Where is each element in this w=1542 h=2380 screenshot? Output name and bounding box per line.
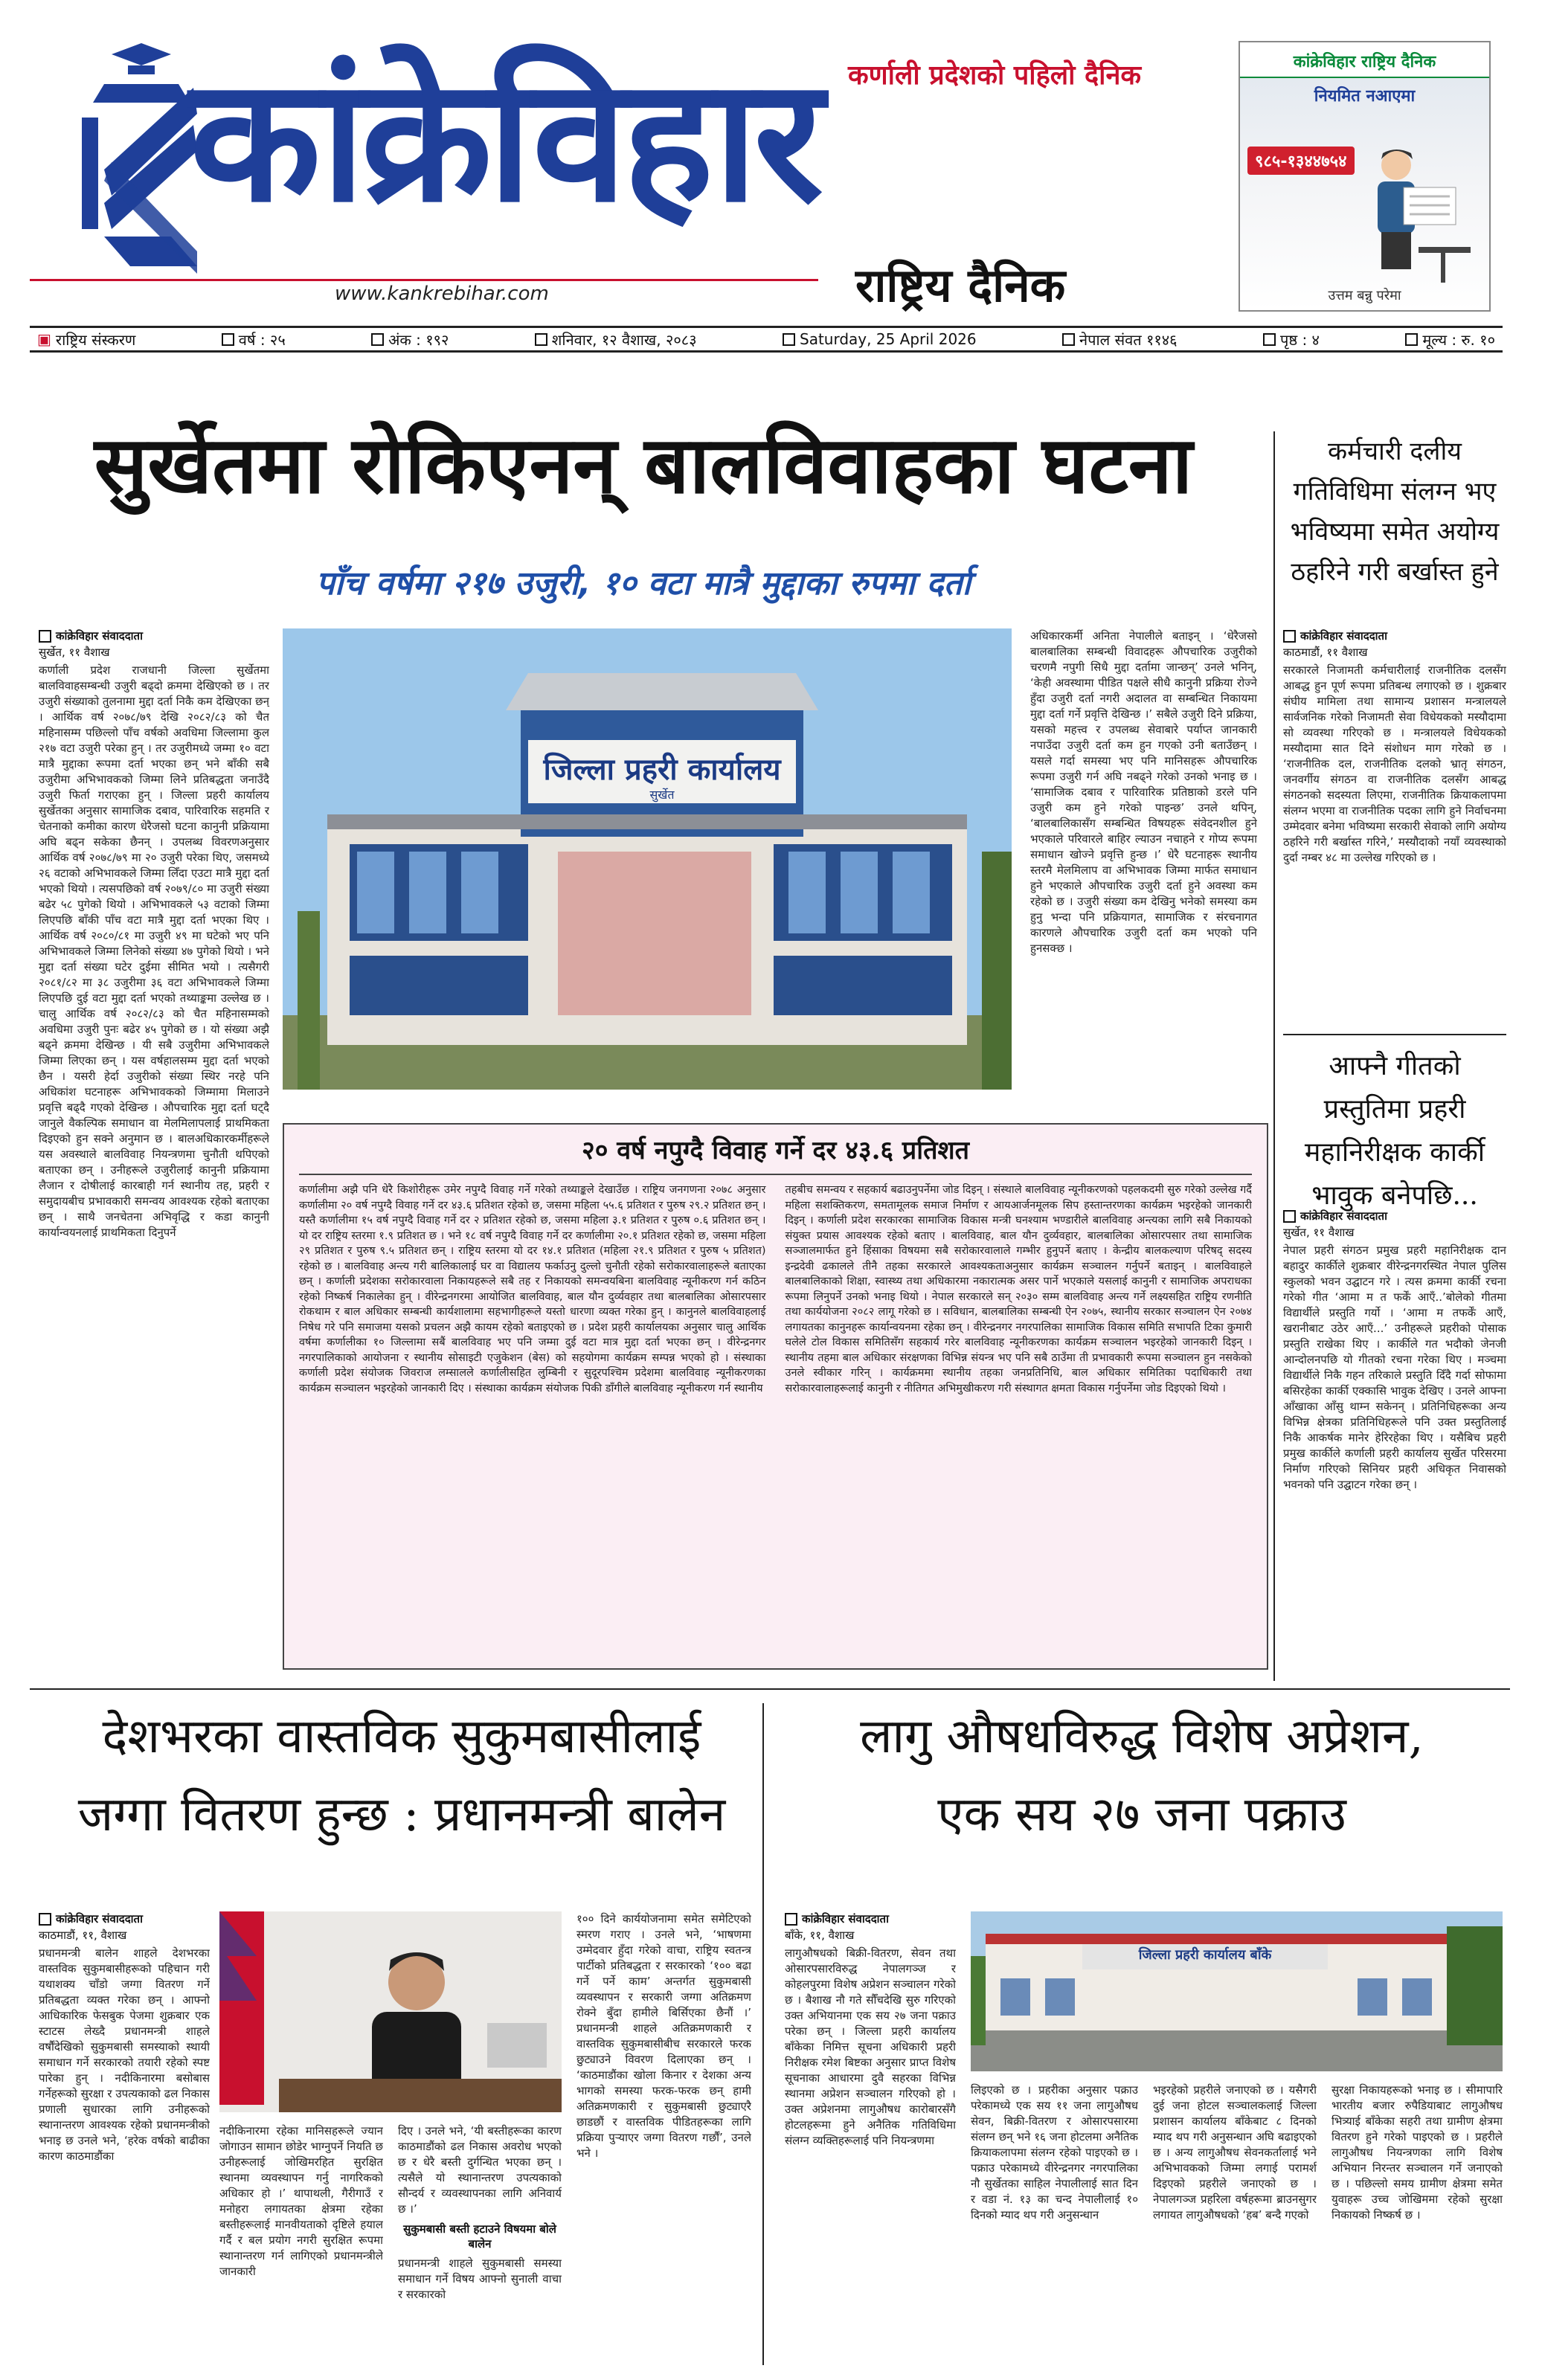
photo-sign: जिल्ला प्रहरी कार्यालय बाँके <box>1138 1947 1272 1963</box>
sidebar-top-body: सरकारले निजामती कर्मचारीलाई राजनीतिक दलसँग आबद्ध हुन पूर्ण रूपमा प्रतिबन्ध लगाएको छ । शुक्रबार संघीय मामिला तथा सामान्य प्रशासन मन्त्रालयले सार्वजनिक गरेको निजामती सेवा विधेयकको मस्यौदामा सो व्यवस्था गरिएको छ । मन्त्रालयले विधेयकको मस्यौदामा सात दिने संशोधन माग गरेको छ । ‘राजनीतिक दल, राजनीतिक दलको भ्रातृ संगठन, जनवर्गीय संगठन वा राजनीतिक दलसँग आबद्ध संगठनको सदस्यता लिएमा, राजनीतिक क्रियाकलापमा संलग्न भएमा वा राजनीतिक पदका लागि हुने निर्वाचनमा उम्मेदवार बनेमा भविष्यमा सरकारी सेवाको लागि अयोग्य ठहरिने गरी बर्खास्त गरिने,’ मस्यौदाको नयाँ व्यवस्थाको दुर्दा नम्बर ४८ मा उल्लेख गरिएको छ । <box>1283 663 1506 864</box>
main-photo <box>283 628 1012 1090</box>
masthead-rule <box>30 279 818 281</box>
pm-photo <box>219 1911 562 2112</box>
column-divider <box>762 1703 764 2365</box>
byline: कांक्रेविहार संवाददाता <box>1283 628 1506 643</box>
story-bl-headline-1[interactable]: देशभरका वास्तविक सुकुमबासीलाई <box>102 1709 701 1764</box>
story-bl-col-b: दिए । उनले भने, ‘यी बस्तीहरूका कारण काठमाडौंको ढल निकास अवरोध भएको छ र धेरै बस्ती दुर्गन्धित भएका छन् । त्यसैले यो स्थानान्तरण उपत्यकाको सौन्दर्य र व्यवस्थापनका लागि अनिवार्य छ ।’ सुकुमबासी बस्ती हटाउने विषयमा बोले बालेन प्रधानमन्त्री शाहले सुकुमबासी समस्या समाधान गर्ने विषय आफ्नो सुनाली वाचा र सरकारको <box>398 2124 562 2301</box>
masthead-website[interactable]: www.kankrebihar.com <box>335 283 549 305</box>
sidebar-top-headline[interactable]: कर्मचारी दलीय गतिविधिमा संलग्न भए भविष्यमा समेत अयोग्य ठहरिने गरी बर्खास्त हुने <box>1290 437 1500 587</box>
dateline: बाँके, ११, वैशाख <box>785 1929 855 1942</box>
checkbox-icon <box>39 630 51 643</box>
checkbox-icon <box>535 333 547 346</box>
reader-illustration-icon <box>1352 143 1478 292</box>
ad-footer: उत्तम बन्नु परेमा <box>1328 288 1401 303</box>
newspaper-icon: ▣ <box>37 330 51 348</box>
story-br-body-left: लागुऔषधको बिक्री-वितरण, सेवन तथा ओसारपसारविरुद्ध नेपालगञ्ज र कोहलपुरमा विशेष अप्रेशन सञ्चालन गरेको छ । बैशाख नौ गते सौँचदेखि सुरु गरिएको उक्त अभियानमा एक सय २७ जना पक्राउ परेका छन् । जिल्ला प्रहरी कार्यालय बाँकेका निमित्त सूचना अधिकारी प्रहरी निरीक्षक रमेश बिष्टका अनुसार प्राप्त विशेष सूचनाका आधारमा दुवै सहरका विभिन्न स्थानमा अप्रेशन सञ्चालन गरिएको हो । उक्त अप्रेशनमा लागुऔषध कारोबारसँगै होटलहरूमा हुने अनैतिक गतिविधिमा संलग्न व्यक्तिहरूलाई पनि नियन्त्रणमा <box>785 1946 956 2147</box>
dateline: काठमाडौं, ११, वैशाख <box>39 1929 127 1942</box>
story-br-headline-2[interactable]: एक सय २७ जना पक्राउ <box>937 1787 1346 1842</box>
info-issue: अंक : १९२ <box>371 329 449 350</box>
boxed-story <box>283 1123 1268 1670</box>
column-divider <box>1273 431 1275 1681</box>
story-br-col-a: लिइएको छ । प्रहरीका अनुसार पक्राउ परेकामध्ये एक सय ११ जना लागुऔषध सेवन, बिक्री-वितरण र ओसारपसारमा संलग्न छन् भने १६ जना होटलमा अनैतिक क्रियाकलापमा संलग्न रहेको पाइएको छ । पक्राउ परेकामध्ये वीरेन्द्रनगर नगरपालिका नौ सुर्खेतका साहिल नेपालीलाई सात दिन र वडा नं. १३ का चन्द नेपालीलाई १० दिनको म्याद थप गरी अनुसन्धान <box>971 2083 1138 2222</box>
boxed-body-col2: तहबीच समन्वय र सहकार्य बढाउनुपर्नेमा जोड दिइन् । संस्थाले बालविवाह न्यूनीकरणको पहलकदमी सुरु गरेको उल्लेख गर्दै महिला सशक्तिकरण, समतामूलक समाज निर्माण र आयआर्जनमूलक सिप हस्तान्तरणका कार्यक्रम भइरहेको जानकारी दिइन् । कर्णाली प्रदेश सरकारका सामाजिक विकास मन्त्री घनश्याम भण्डारीले बालविवाह अन्त्यका लागि सबै निकायको संयुक्त प्रयास आवश्यक रहेको बताए । बालविवाह, बाल यौन दुर्व्यवहार, बालबालिका ओसारपसार तथा सामाजिक सञ्जालमार्फत हुने हिंसाका विषयमा सबै सरोकारवालाले गम्भीर हुनुपर्ने बताए । केन्द्रीय बालकल्याण परिषद् सदस्य इन्द्रदेवी ढकालले तीनै तहका सरकारले आवश्यकताअनुसार कार्यक्रम सञ्चालन गर्नुपर्ने बताइन् । बालविवाहले बालबालिकाको शिक्षा, स्वास्थ्य तथा अधिकारमा नकारात्मक असर पार्ने भएकाले यसलाई कानुनी र सामाजिक अपराधका रूपमा लिनुपर्ने उनको भनाइ थियो । नेपाल सरकारले सन् २०३० सम्म बालविवाह अन्त्य गर्ने लक्ष्यसहित राष्ट्रिय रणनीति तथा कार्ययोजना २०८२ लागू गरेको छ । सविधान, बालबालिका सम्बन्धी ऐन २०७५, स्थानीय सरकार सञ्चालन ऐन २०७४ लगायतका कानुनहरू कार्यान्वयनमा रहेका छन् । वीरेन्द्रनगर नगरपालिका सामाजिक विकास समिति सभापति टिका कुमारी घलेले टोल विकास समितिसँग सहकार्य गरेर बालविवाह न्यूनीकरणका कार्यक्रम सञ्चालन भइरहेको जानकारी दिइन् । स्थानीय तहमा बाल अधिकार संरक्षणका विभिन्न संयन्त्र भए पनि सबै ठाउँमा ती प्रभावकारी रूपमा सञ्चालन हुन नसकेको उनले स्वीकार गरिन् । कार्यक्रममा स्थानीय तहका जनप्रतिनिधि, बाल अधिकार समितिका पदाधिकारी तथा सरोकारवालाहरूलाई कानुनी र नीतिगत अभिमुखीकरण गरी संस्थागत क्षमता विकास गर्नुपर्नेमा जोड दिइएको थियो । <box>785 1184 1252 1395</box>
byline: कांक्रेविहार संवाददाता <box>39 628 269 643</box>
info-date-np: शनिवार, १२ वैशाख, २०८३ <box>535 329 697 350</box>
main-story-body-left: कर्णाली प्रदेश राजधानी जिल्ला सुर्खेतमा बालविवाहसम्बन्धी उजुरी बढ्दो क्रममा देखिएको छ । तर उजुरी संख्याको तुलनामा मुद्दा दर्ता निकै कम देखिएका छन् । आर्थिक वर्ष २०७८/७९ देखि २०८२/८३ को चैत महिनासम्म पछिल्लो पाँच वर्षको अवधिमा जिल्लामा कुल २१७ वटा उजुरी परेका हुन् । तर उजुरीमध्ये जम्मा १० वटा मात्रै मुद्दाका रूपमा दर्ता भएका छन् भने बाँकी सबै उजुरीमा अभिभावकको जिम्मा लिने प्रतिबद्धता जनाउँदै उजुरी फिर्ता गराएका हुन् । जिल्ला प्रहरी कार्यालय सुर्खेतका अनुसार सामाजिक दबाव, पारिवारिक सहमति र चेतनाको कमीका कारण धेरैजसो घटना कानुनी प्रक्रियामा अघि बढ्न सकेका छैनन् । उपलब्ध विवरणअनुसार आर्थिक वर्ष २०७८/७९ मा २० उजुरी परेका थिए, जसमध्ये २६ वटाको अभिभावकले जिम्मा लिँदा एउटा मात्रै मुद्दा दर्ता भएको थियो । त्यसपछिको वर्ष २०७९/८० मा उजुरी संख्या बढेर ५८ पुगेको थियो । अभिभावकले ५३ वटाको जिम्मा लिएपछि बाँकी पाँच वटा मात्रै मुद्दा दर्ता भएका थिए । आर्थिक वर्ष २०८०/८१ मा उजुरी ४९ मा घटेको भए पनि अभिभावकले जिम्मा लिनेको संख्या ४७ पुगेको थियो । भने मुद्दा दर्ता संख्या घटेर दुईमा सीमित भयो । त्यसैगरी २०८१/८२ मा ३८ उजुरीमा ३६ वटा अभिभावकले जिम्मा लिएपछि दुई वटा मुद्दा दर्ता भएको तथ्याङ्कमा उल्लेख छ । चालु आर्थिक वर्ष २०८२/८३ को चैत महिनासम्मको अवधिमा उजुरी पुनः बढेर ४५ पुगेको छ । यो संख्या अझै बढ्ने क्रममा देखिन्छ । यी सबै उजुरीमा अभिभावकले जिम्मा लिएका छन् । यस वर्षहालसम्म मुद्दा दर्ता भएको छैन । यसरी हेर्दा उजुरीको संख्या स्थिर नरहे पनि अधिकांश घटनाहरू अभिभावकको जिम्मामा मिलाउने प्रवृत्ति बढ्दै गएको देखिन्छ । औपचारिक मुद्दा दर्ता घट्दै जानुले वैकल्पिक समाधान वा मेलमिलापलाई प्राथमिकता दिइएको हुन सक्ने अनुमान छ । बालअधिकारकर्मीहरूले यस अवस्थाले बालविवाह नियन्त्रणमा चुनौती थपिएको बताएका छन् । उनीहरूले उजुरीलाई कानुनी प्रक्रियामा लैजान र दोषीलाई कारबाही गर्न स्थानीय तह, प्रहरी र समुदायबीच प्रभावकारी समन्वय आवश्यक रहेको बताएका छन् । साथै जनचेतना अभिवृद्धि र कडा कानुनी कार्यान्वयनलाई प्राथमिकता दिनुपर्ने <box>39 663 269 1239</box>
info-year: वर्ष : २५ <box>222 329 286 350</box>
ad-heading: कांक्रेविहार राष्ट्रिय दैनिक <box>1240 42 1489 78</box>
byline: कांक्रेविहार संवाददाता <box>1283 1209 1506 1223</box>
sidebar-bottom-headline[interactable]: आफ्नै गीतको प्रस्तुतिमा प्रहरी महानिरीक्षक कार्की भावुक बनेपछि... <box>1304 1051 1485 1211</box>
sidebar-top-story <box>1283 628 1506 1023</box>
dateline: सुर्खेत, ११ वैशाख <box>1283 1226 1355 1239</box>
checkbox-icon <box>1062 333 1075 346</box>
checkbox-icon <box>783 333 795 346</box>
checkbox-icon <box>371 333 384 346</box>
story-bl-headline-2[interactable]: जग्गा वितरण हुन्छ : प्रधानमन्त्री बालेन <box>77 1787 726 1842</box>
main-headline[interactable]: सुर्खेतमा रोकिएनन् बालविवाहका घटना <box>94 418 1193 511</box>
main-subhead: पाँच वर्षमा २१७ उजुरी, १० वटा मात्रै मुद्दाका रुपमा दर्ता <box>315 565 971 602</box>
main-story-left <box>39 628 269 1677</box>
info-edition: ▣ राष्ट्रिय संस्करण <box>37 330 136 349</box>
byline: कांक्रेविहार संवाददाता <box>785 1911 956 1926</box>
info-nepal-sambat: नेपाल संवत ११४६ <box>1062 329 1178 350</box>
checkbox-icon <box>222 333 234 346</box>
story-br-col-b: भइरहेको प्रहरीले जनाएको छ । यसैगरी दुई जना होटल सञ्चालकलाई जिल्ला प्रशासन कार्यालय बाँकेबाट ८ दिनको म्याद थप गरी अनुसन्धान अघि बढाइएको छ । अन्य लागुऔषध सेवनकर्तालाई भने अभिभावकको जिम्मा लगाई परामर्श दिइएको प्रहरीले जनाएको छ । नेपालगञ्ज प्रहरिला वर्षहरूमा ब्राउनसुगर लगायत लागुऔषधको ‘हब’ बन्दै गएको <box>1153 2083 1317 2222</box>
story-bl-col-a: नदीकिनारमा रहेका मानिसहरूले ज्यान जोगाउन सामान छोडेर भाग्नुपर्ने नियति छ उनीहरूलाई जोखिमरहित सुरक्षित स्थानमा व्यवस्थापन गर्नु नागरिकको अधिकार हो ।’ थापाथली, गैरीगाउँ र मनोहरा लगायतका क्षेत्रमा रहेका बस्तीहरूलाई मानवीयताको दृष्टिले हयाल गर्दै र बल प्रयोग नगरी सुरक्षित रूपमा स्थानान्तरण गर्न लागिएको प्रधानमन्त्रीले जानकारी <box>219 2124 383 2278</box>
checkbox-icon <box>1283 630 1296 643</box>
section-divider <box>30 1688 1510 1690</box>
boxed-body-col1: कर्णालीमा अझै पनि धेरै किशोरीहरू उमेर नपुग्दै विवाह गर्ने गरेको तथ्याङ्कले देखाउँछ । राष्ट्रिय जनगणना २०७८ अनुसार कर्णालीमा २० वर्ष नपुग्दै विवाह गर्ने दर ४३.६ प्रतिशत रहेको छ, जसमा महिला ५५.६ प्रतिशत र पुरुष २९.२ प्रतिशत छन् । यस्तै कर्णालीमा १५ वर्ष नपुग्दै विवाह गर्ने दर २ प्रतिशत रहेको छ, जसमा महिला ३.१ प्रतिशत र पुरुष ०.६ प्रतिशत छन् । यो दर राष्ट्रिय स्तरमा १.९ प्रतिशत छ । भने १८ वर्ष नपुग्दै विवाह गर्ने दर कर्णालीमा २०.१ प्रतिशत रहेको छ, जसमा महिला २९ प्रतिशत र पुरुष ९.५ प्रतिशत छन् । राष्ट्रिय स्तरमा यो दर १४.१ प्रतिशत (महिला २१.९ प्रतिशत र पुरुष ५ प्रतिशत) रहेको छ । बालविवाह अन्त्य गरी बालिकालाई घर वा विद्यालय फर्काउनु दुल्लो चुनौती रहेको सरोकारवालाहरूले बताएका छन् । कर्णाली प्रदेशका सरोकारवाला निकायहरूले सबै तह र निकायको समन्वयबिना बालविवाह न्यूनीकरण गर्न कठिन रहेको निष्कर्ष निकालेका हुन् । वीरेन्द्रनगरमा आयोजित बालविवाह, बाल यौन दुर्व्यवहार तथा बालबालिका ओसारपसार रोकथाम र बाल अधिकार सम्बन्धी कार्यशालामा सहभागीहरूले यस्तो धारणा व्यक्त गरेका हुन् । कानुनले बालविवाहलाई निषेध गरे पनि समाजमा यसको प्रचलन अझै कायम रहेको बताइएको छ । प्रदेश प्रहरी कार्यालयका अनुसार चालु आर्थिक वर्षमा कर्णालीका १० जिल्लामा सबैं बालविवाह भए पनि जम्मा दुई वटा मात्र मुद्दा दर्ता भएका छन् । वीरेन्द्रनगर नगरपालिकाको आयोजना र स्थानीय सोसाइटी एजुकेशन (बेस) को सहयोगमा कार्यक्रम सम्पन्न भएको हो । संस्थाका कर्णाली प्रदेश संयोजक जिवराज लम्सालले कर्णालीसहित लुम्बिनी र सुदूरपश्चिम प्रदेशमा बालविवाह न्यूनीकरणका कार्यक्रम सञ्चालन भइरहेको जानकारी दिए । संस्थाका कार्यक्रम संयोजक पिकी डाँगीले बालविवाह न्यूनीकरण गर्न स्थानीय <box>299 1184 766 1395</box>
pm-portrait-photo <box>219 1911 562 2112</box>
story-br-col-c: सुरक्षा निकायहरूको भनाइ छ । सीमापारि भारतीय बजार रुपैडियाबाट लागुऔषध भित्र्याई बाँकेका सहरी तथा ग्रामीण क्षेत्रमा वितरण हुने गरेको पाइएको छ । प्रहरीले लागुऔषध नियन्त्रणका लागि विशेष अभियान निरन्तर सञ्चालन गर्ने जनाएको छ । पछिल्लो समय ग्रामीण क्षेत्रमा समेत युवाहरू उच्च जोखिममा रहेको सुरक्षा निकायको निष्कर्ष छ । <box>1331 2083 1503 2222</box>
dateline: सुर्खेत, ११ वैशाख <box>39 646 110 659</box>
checkbox-icon <box>1283 1210 1296 1223</box>
story-br-left <box>785 1911 956 2365</box>
story-bl-left <box>39 1911 210 2365</box>
issue-info-bar <box>30 326 1503 353</box>
masthead-tagline: कर्णाली प्रदेशको पहिलो दैनिक <box>848 60 1142 91</box>
dateline: काठमाडौं, ११ वैशाख <box>1283 646 1368 659</box>
info-page: पृष्ठ : ४ <box>1263 329 1320 350</box>
boxed-headline[interactable]: २० वर्ष नपुग्दै विवाह गर्ने दर ४३.६ प्रतिशत <box>299 1132 1252 1175</box>
info-price: मूल्य : रु. १० <box>1405 329 1495 350</box>
masthead <box>30 15 1220 312</box>
masthead-subtitle: राष्ट्रिय दैनिक <box>855 258 1066 312</box>
checkbox-icon <box>1405 333 1418 346</box>
checkbox-icon <box>785 1913 797 1926</box>
police-bank-photo <box>971 1911 1503 2071</box>
logo-emblem <box>60 43 201 300</box>
police-office-photo <box>283 628 1012 1090</box>
sidebar-divider <box>1283 1034 1506 1035</box>
subscription-ad[interactable] <box>1239 41 1491 312</box>
ad-line2: नियमित नआएमा <box>1314 87 1416 106</box>
story-bl-body-left: प्रधानमन्त्री बालेन शाहले देशभरका वास्तविक सुकुमबासीहरूको पहिचान गरी यथाशक्य चाँडो जग्गा वितरण गर्ने प्रतिबद्धता व्यक्त गरेका छन् । आफ्नो आधिकारिक फेसबुक पेजमा शुक्रबार एक स्टाटस लेख्दै प्रधानमन्त्री शाहले वर्षौंदेखिको सुकुमबासी समस्याको स्थायी समाधान गर्ने सरकारको तयारी रहेको स्पष्ट पारेका हुन् । नदीकिनारमा बसोबास गर्नेहरूको सुरक्षा र उपत्यकाको ढल निकास प्रणाली सुधारका लागि उनीहरूको स्थानान्तरण आवश्यक रहेको प्रधानमन्त्रीको भनाइ छ उनले भने, ‘हरेक वर्षको बाढीका कारण काठमाडौंका <box>39 1946 210 2163</box>
info-date-en: Saturday, 25 April 2026 <box>783 330 977 348</box>
story-bl-col-c: १०० दिने कार्ययोजनामा समेत समेटिएको स्मरण गराए । उनले भने, ‘भाषणमा उम्मेदवार हुँदा गरेको वाचा, राष्ट्रिय स्वतन्त्र पार्टीको प्रतिबद्धता र सरकारको ‘१०० बढा गर्ने पर्ने काम’ अन्तर्गत सुकुमबासी व्यवस्थापन र सरकारी जग्गा अतिक्रमण रोक्ने बुँदा हामीले बिर्सिएका छैनौं ।’ प्रधानमन्त्री शाहले अतिक्रमणकारी र वास्तविक सुकुमबासीबीच सरकारले फरक छुट्याउने विवरण दिलाएका छन् । ‘काठमाडौंका खोला किनार र देशका अन्य भागको समस्या फरक-फरक छन् हामी अतिक्रमणकारी र सुकुमबासी छुट्याएरै छाडछौं र वास्तविक पीडितहरूका लागि प्रक्रिया पुऱ्याएर जग्गा वितरण गर्छौं’, उनले भने । <box>576 1912 751 2160</box>
story-bl-subhead: सुकुमबासी बस्ती हटाउने विषयमा बोले बालेन <box>403 2222 556 2251</box>
main-story-body-right: अधिकारकर्मी अनिता नेपालीले बताइन् । ‘धेरैजसो बालबालिका सम्बन्धी विवादहरू औपचारिक उजुरीको चरणमै नपुगी सिधै मुद्दा दर्तामा जान्छन्’ उनले भनिन्, ‘केही अवस्थामा पीडित पक्षले सीधै कानुनी प्रक्रिया रोज्ने हुँदा उजुरी दर्ता नगरी अदालत वा सम्बन्धित निकायमा मुद्दा दर्ता गर्ने प्रवृत्ति देखिन्छ ।’ सबैले उजुरी दिने प्रक्रिया, यसको महत्त्व र उपलब्ध सेवाबारे पर्याप्त जानकारी नपाउँदा उजुरी दर्ता कम हुन गएको उनी बताउँछन् । यसले गर्दा समस्या भए पनि मानिसहरू औपचारिक रूपमा उजुरी गर्न अघि नबढ्ने गरेको उनको भनाइ छ । ‘सामाजिक दबाव र पारिवारिक प्रतिष्ठाको डरले पनि उजुरी कम हुने गरेको पाइन्छ’ उनले थपिन्, ‘बालबालिकासँग सम्बन्धित विषयहरू संवेदनशील हुने भएकाले परिवारले बाहिर ल्याउन नचाहने र गोप्य रूपमा समाधान खोज्ने प्रवृत्ति हुन्छ ।’ धेरै घटनाहरू स्थानीय स्तरमै मेलमिलाप वा अभिभावक जिम्मा मार्फत समाधान हुने भएकाले औपचारिक उजुरी दर्ता हुने अवस्था कम रहेको छ । उजुरी संख्या कम देखिनु भनेको समस्या कम हुनु भन्दा पनि प्रक्रियागत, सामाजिक र संरचनागत कारणले औपचारिक उजुरी दर्ता कम भएको पनि हुनसक्छ । <box>1030 629 1257 955</box>
story-br-headline-1[interactable]: लागु औषधविरुद्ध विशेष अप्रेशन, <box>860 1709 1424 1764</box>
sidebar-bottom-story <box>1283 1209 1506 1685</box>
byline: कांक्रेविहार संवाददाता <box>39 1911 210 1926</box>
masthead-title: कांक्रेविहार <box>190 42 820 240</box>
main-story-right <box>1030 628 1257 1112</box>
sidebar-bottom-body: नेपाल प्रहरी संगठन प्रमुख प्रहरी महानिरीक्षक दान बहादुर कार्कीले शुक्रबार वीरेन्द्रनगरस्थित नेपाल पुलिस स्कुलको भवन उद्घाटन गरे । त्यस क्रममा कार्की रचना गरेको गीत ‘आमा म त फर्कें आएँ..’बोलेको गीतमा विद्यार्थीले प्रस्तुति गर्यो । ‘आमा म तफर्कें आएँ, खरानीबाट उठेर आएँ...’ उनीहरूले प्रहरीको पोसाक प्रस्तुति राखेका थिए । कार्कीले गत भदौको जेनजी आन्दोलनपछि यो गीतको रचना गरेका थिए । मञ्चमा विद्यार्थीले निकै गहन तरिकाले प्रस्तुति दिँदै गर्दा सोफामा बसिरहेका कार्की एक्कासि भावुक देखिए । उनले आफ्ना आँखाका आँसु थाम्न सकेनन् । प्रतिनिधिहरूका अन्य विभिन्न क्षेत्रका प्रतिनिधिहरूले पनि उक्त प्रस्तुतिलाई निकै आकर्षक मानेर हेरिरहेका थिए । यसैबिच प्रहरी प्रमुख कार्कीले कर्णाली प्रहरी कार्यालय सुर्खेत परिसरमा निर्माण गरिएको सिनियर प्रहरी अधिकृत निवासको भवनको पनि उद्घाटन गरेका छन् । <box>1283 1244 1506 1491</box>
ad-phone[interactable]: ९८५-१३४४७५४ <box>1247 147 1355 175</box>
photo-sign-sub: सुर्खेत <box>649 788 675 802</box>
police-office-banke-photo <box>971 1911 1503 2071</box>
checkbox-icon <box>1263 333 1276 346</box>
photo-sign: जिल्ला प्रहरी कार्यालय <box>543 753 781 787</box>
checkbox-icon <box>39 1913 51 1926</box>
